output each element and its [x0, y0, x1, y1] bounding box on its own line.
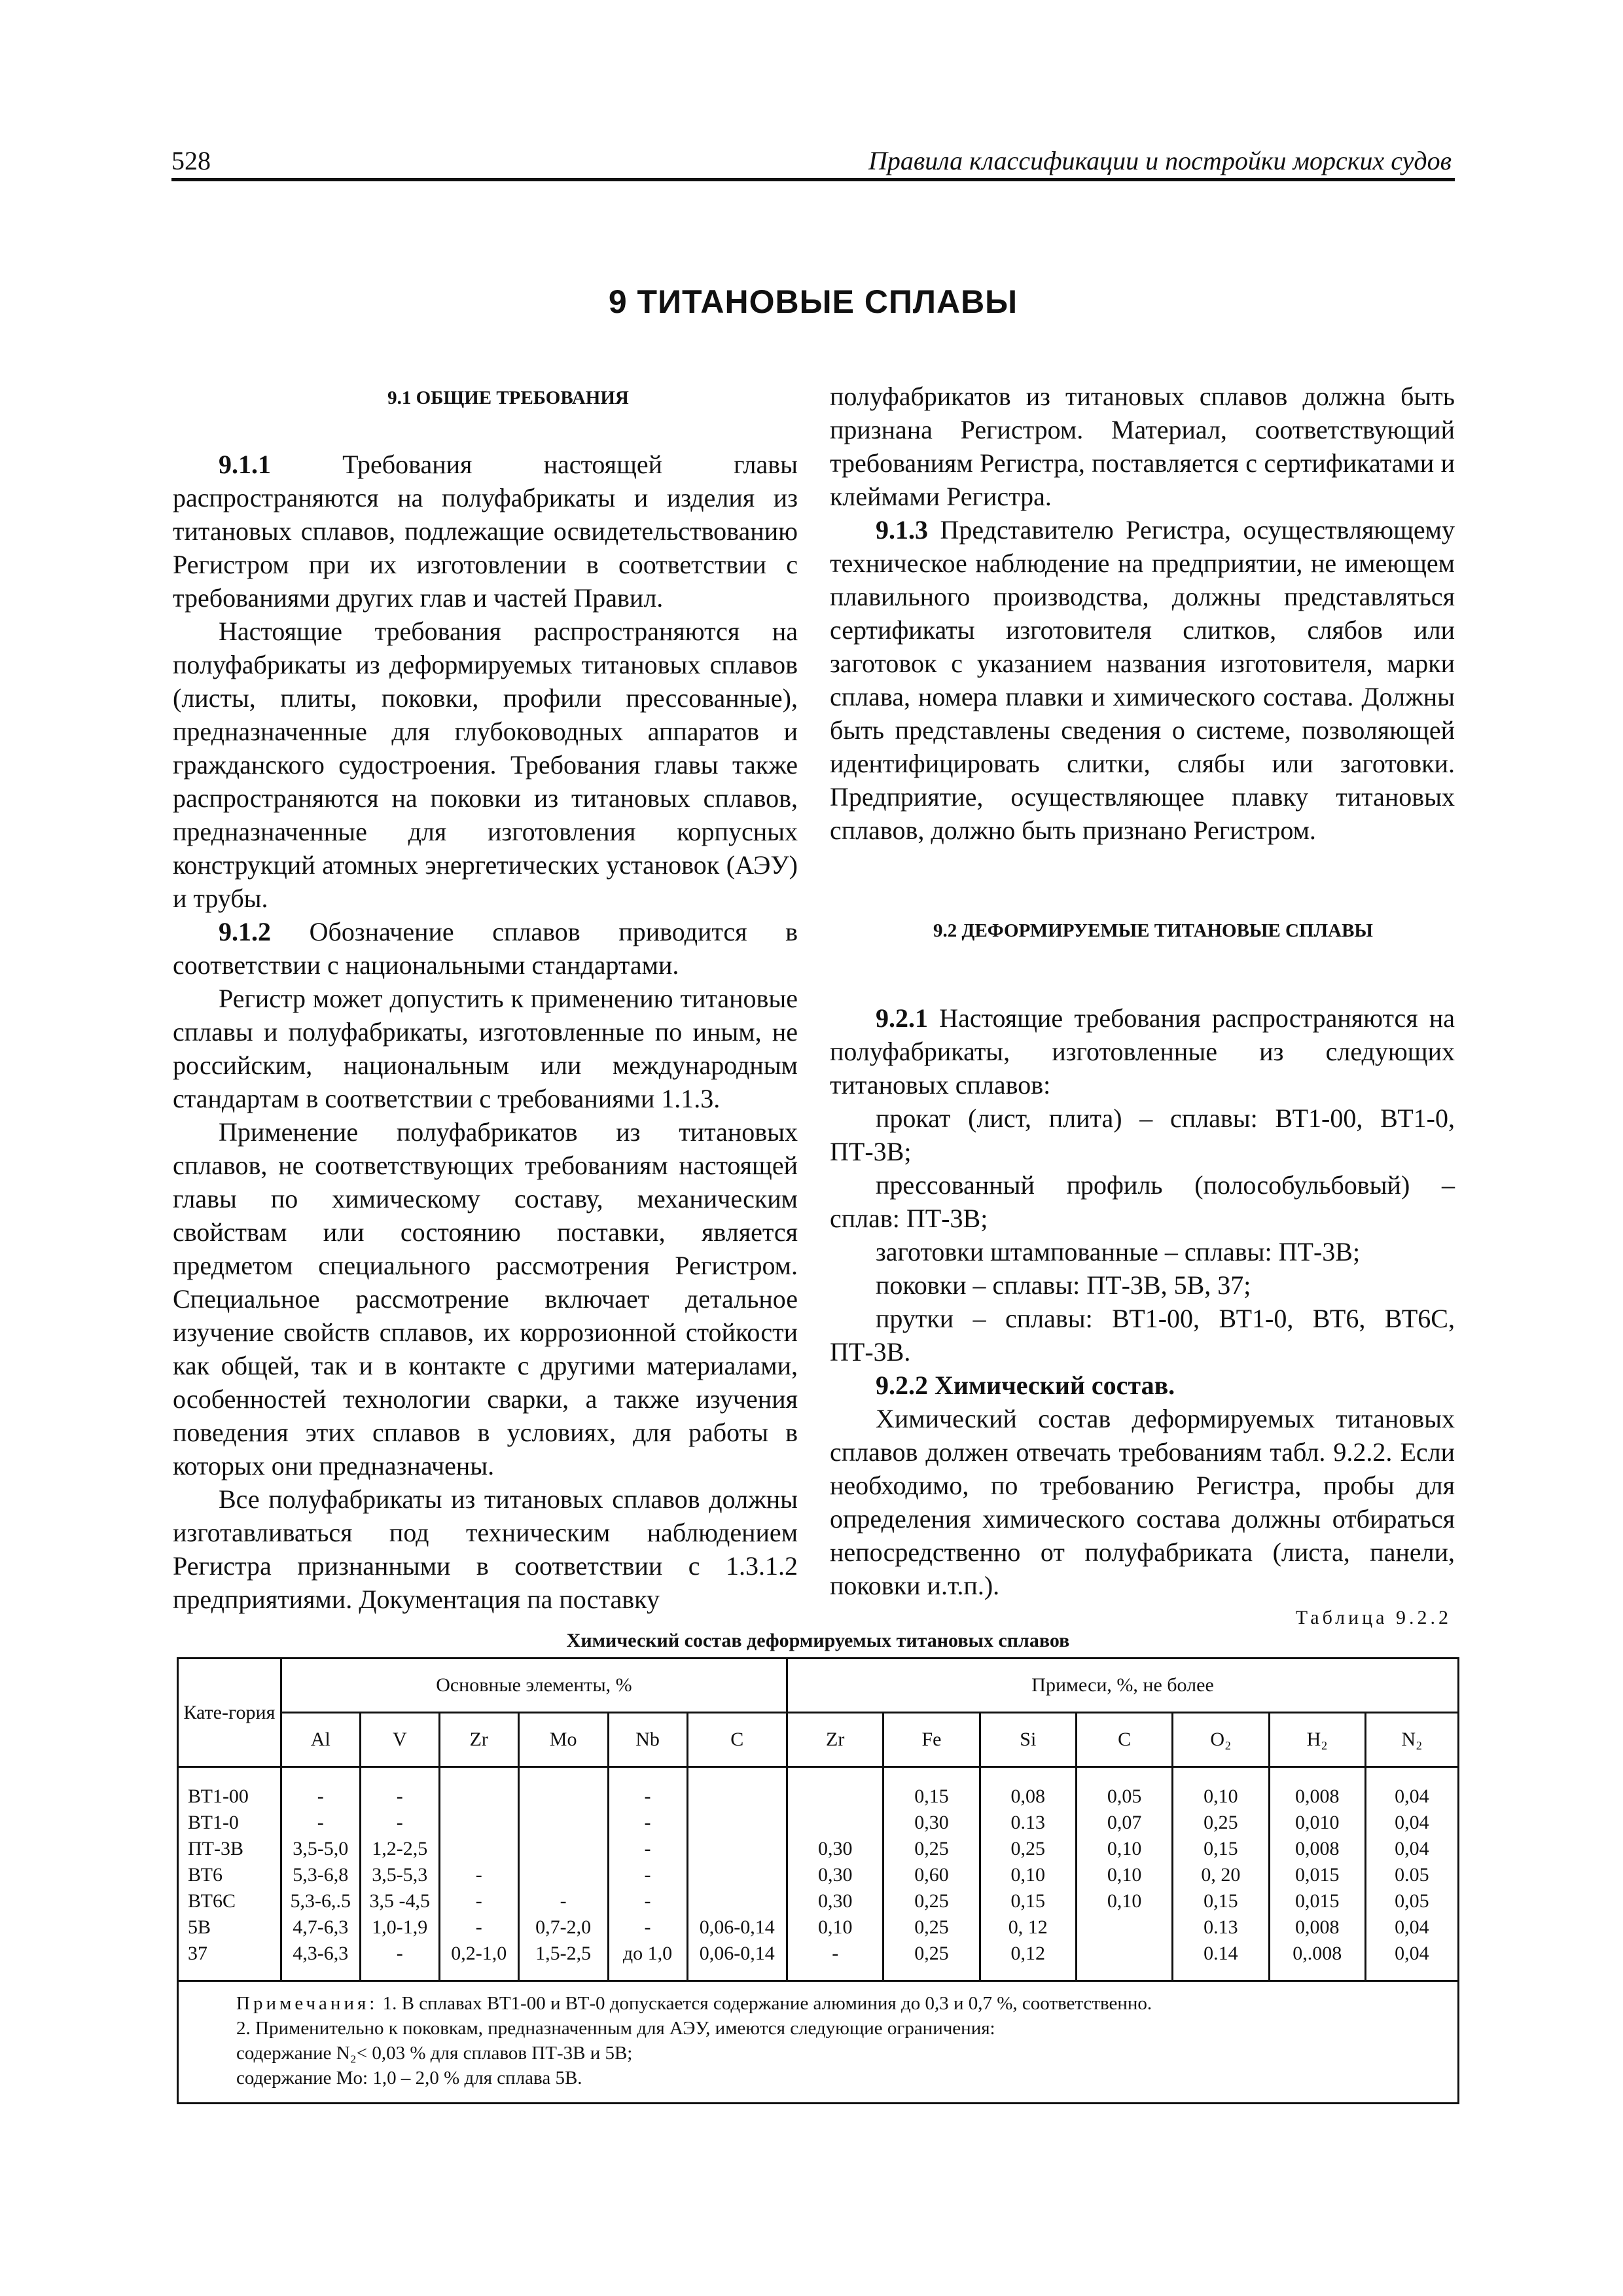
table-cell: 1,0-1,9	[360, 1914, 439, 1941]
table-cell: 0,04	[1365, 1836, 1458, 1862]
table-label: Таблица 9.2.2	[1295, 1607, 1452, 1628]
table-cell: -	[439, 1914, 518, 1941]
clause-number: 9.1.1	[219, 450, 271, 479]
table-cell	[439, 1810, 518, 1836]
impurity-col-header: Zr	[787, 1713, 883, 1767]
table-cell	[518, 1767, 608, 1810]
note-3: содержание N₂< 0,03 % для сплавов ПТ-3В и 5В;	[236, 2043, 633, 2064]
column-subheaders	[178, 1713, 1459, 1767]
impurities-header: Примеси, %, не более	[787, 1659, 1459, 1713]
note-4: содержание Mo: 1,0 – 2,0 % для сплава 5В.	[236, 2068, 582, 2089]
paragraph-9-2-1	[830, 1001, 1455, 1102]
main-col-header: Zr	[439, 1713, 518, 1767]
table-cell: 0.13	[980, 1810, 1076, 1836]
paragraph-9-1-3	[830, 513, 1455, 847]
clause-number: 9.1.3	[876, 515, 928, 545]
table-cell: -	[360, 1810, 439, 1836]
table-cell	[687, 1810, 787, 1836]
note-1: Примечания: 1. В сплавах ВТ1-00 и ВТ-0 допускается содержание алюминия до 0,3 и 0,7 %, соответственно.	[236, 1993, 1152, 2014]
list-item: прутки – сплавы: ВТ1-00, ВТ1-0, ВТ6, ВТ6С, ПТ-3В.	[830, 1304, 1455, 1367]
table-cell: 0,30	[787, 1888, 883, 1914]
table-cell	[518, 1862, 608, 1888]
table-cell: -	[787, 1941, 883, 1981]
table-cell: 1,2-2,5	[360, 1836, 439, 1862]
section-heading-9-1: 9.1 ОБЩИЕ ТРЕБОВАНИЯ	[387, 387, 629, 408]
table-cell: 0.14	[1173, 1941, 1269, 1981]
table-cell: 0,25	[1173, 1810, 1269, 1836]
table-cell: 0,15	[1173, 1836, 1269, 1862]
table-cell: 0,15	[883, 1767, 980, 1810]
row-category: 5В	[178, 1914, 281, 1941]
table-cell: 0,04	[1365, 1914, 1458, 1941]
table-cell: 0,10	[980, 1862, 1076, 1888]
table-row	[178, 1836, 1459, 1862]
row-category: ВТ1-00	[178, 1767, 281, 1810]
table-cell: -	[608, 1888, 687, 1914]
paragraph-9-1-2	[173, 915, 798, 982]
paragraph-text: Настоящие требования распространяются на полуфабрикаты, изготовленные из следующих титановых сплавов:	[830, 1003, 1455, 1100]
impurity-col-header: Si	[980, 1713, 1076, 1767]
table-cell: -	[439, 1862, 518, 1888]
table-cell: 3,5 -4,5	[360, 1888, 439, 1914]
running-title: Правила классификации и постройки морских судов	[868, 146, 1452, 175]
table-cell: 1,5-2,5	[518, 1941, 608, 1981]
table-cell: 0,30	[787, 1862, 883, 1888]
row-category: ПТ-3В	[178, 1836, 281, 1862]
table-cell: 0,008	[1269, 1836, 1365, 1862]
impurity-col-header: C	[1076, 1713, 1172, 1767]
table-cell: 0,7-2,0	[518, 1914, 608, 1941]
main-elements-header: Основные элементы, %	[281, 1659, 787, 1713]
paragraph: Химический состав деформируемых титановых сплавов должен отвечать требованиям табл. 9.2.2. Если необходимо, по требованию Регистра, пробы для определения химического состава должны отбираться непосредственно от полуфабриката (листа, панели, поковки и.т.п.).	[830, 1404, 1455, 1600]
table-cell: -	[281, 1810, 360, 1836]
table-cell: -	[608, 1810, 687, 1836]
clause-number: 9.2.1	[876, 1003, 928, 1033]
table-row	[178, 1888, 1459, 1914]
impurity-col-header: N₂	[1365, 1713, 1458, 1767]
table-cell: 0,015	[1269, 1862, 1365, 1888]
notes-label: Примечания:	[236, 1993, 378, 2014]
table-cell: 0,25	[883, 1914, 980, 1941]
table-cell: 0,06-0,14	[687, 1914, 787, 1941]
table-cell: -	[608, 1836, 687, 1862]
table-cell	[1076, 1941, 1172, 1981]
table-cell	[1076, 1914, 1172, 1941]
table-cell	[687, 1862, 787, 1888]
list-item: поковки – сплавы: ПТ-3В, 5В, 37;	[876, 1270, 1251, 1300]
table-cell: 4,3-6,3	[281, 1941, 360, 1981]
paragraph-text: Обозначение сплавов приводится в соответствии с национальными стандартами.	[173, 917, 798, 980]
table-row	[178, 1941, 1459, 1981]
table-cell: 5,3-6,.5	[281, 1888, 360, 1914]
composition-table	[177, 1657, 1459, 2104]
table-cell: 0,010	[1269, 1810, 1365, 1836]
main-col-header: Nb	[608, 1713, 687, 1767]
paragraph: Все полуфабрикаты из титановых сплавов должны изготавливаться под техническим наблюдением Регистра признанными в соответствии с 1.3.1.2 предприятиями. Документация па поставку	[173, 1484, 798, 1614]
table-cell	[787, 1767, 883, 1810]
paragraph: Регистр может допустить к применению титановые сплавы и полуфабрикаты, изготовленные по иным, не российским, национальным или международным стандартам в соответствии с требованиями 1.1.3.	[173, 984, 798, 1113]
table-cell: 0,25	[883, 1941, 980, 1981]
table-cell: 0,008	[1269, 1767, 1365, 1810]
table-cell: 5,3-6,8	[281, 1862, 360, 1888]
table-cell: 0,04	[1365, 1810, 1458, 1836]
table-cell: -	[608, 1914, 687, 1941]
table-row	[178, 1862, 1459, 1888]
table-cell	[687, 1767, 787, 1810]
table-cell	[518, 1810, 608, 1836]
header-rule	[171, 178, 1455, 181]
table-cell: 3,5-5,3	[360, 1862, 439, 1888]
paragraph-text: Требования настоящей главы распространяются на полуфабрикаты и изделия из титановых сплавов, подлежащие освидетельствованию Регистром при их изготовлении в соответствии с требованиями других глав и частей Правил.	[173, 450, 798, 613]
list-item: заготовки штампованные – сплавы: ПТ-3В;	[876, 1237, 1361, 1266]
paragraph: полуфабрикатов из титановых сплавов должна быть признана Регистром. Материал, соответствующий требованиям Регистра, поставляется с сертификатами и клеймами Регистра.	[830, 382, 1455, 511]
table-body	[178, 1767, 1459, 1981]
table-row	[178, 1914, 1459, 1941]
table-cell: 0,04	[1365, 1941, 1458, 1981]
table-cell: -	[608, 1767, 687, 1810]
table-cell: 0,05	[1076, 1767, 1172, 1810]
table-cell: 0,15	[980, 1888, 1076, 1914]
table-cell: 0,10	[1076, 1836, 1172, 1862]
table-caption: Химический состав деформируемых титановых сплавов	[566, 1630, 1070, 1651]
table-cell: 0,07	[1076, 1810, 1172, 1836]
table-cell: 4,7-6,3	[281, 1914, 360, 1941]
main-col-header: V	[360, 1713, 439, 1767]
table-notes	[178, 1981, 1459, 2104]
table-cell: 0, 20	[1173, 1862, 1269, 1888]
section-heading-9-2: 9.2 ДЕФОРМИРУЕМЫЕ ТИТАНОВЫЕ СПЛАВЫ	[933, 920, 1373, 941]
table-cell: 0,25	[980, 1836, 1076, 1862]
chapter-title: 9 ТИТАНОВЫЕ СПЛАВЫ	[608, 283, 1018, 320]
table-cell: 0,015	[1269, 1888, 1365, 1914]
table-cell: 0,05	[1365, 1888, 1458, 1914]
table-cell: 0,008	[1269, 1914, 1365, 1941]
table-cell	[787, 1810, 883, 1836]
table-cell	[687, 1888, 787, 1914]
table-cell: 0,04	[1365, 1767, 1458, 1810]
list-item: прессованный профиль (полособульбовый) – сплав: ПТ-3В;	[830, 1170, 1455, 1233]
table-cell: -	[281, 1767, 360, 1810]
table-cell: 0.05	[1365, 1862, 1458, 1888]
table-cell: до 1,0	[608, 1941, 687, 1981]
table-cell	[439, 1767, 518, 1810]
table-cell: 0.13	[1173, 1914, 1269, 1941]
paragraph: Настоящие требования распространяются на полуфабрикаты из деформируемых титановых сплавов (листы, плиты, поковки, профили прессованные), предназначенные для глубоководных аппаратов и гражданского судостроения. Требования главы также распространяются на поковки из титановых сплавов, предназначенные для изготовления корпусных конструкций атомных энергетических установок (АЭУ) и трубы.	[173, 617, 798, 913]
table-cell: -	[439, 1888, 518, 1914]
table-cell: 0,.008	[1269, 1941, 1365, 1981]
row-category: 37	[178, 1941, 281, 1981]
table-cell: 0,25	[883, 1888, 980, 1914]
paragraph: Применение полуфабрикатов из титановых сплавов, не соответствующих требованиям настоящей главы по химическому составу, механическим свойствам или состоянию поставки, является предметом специального рассмотрения Регистром. Специальное рассмотрение включает детальное изучение свойств сплавов, их коррозионной стойкости как общей, так и в контакте с другими материалами, особенностей технологии сварки, а также изучения поведения этих сплавов в условиях, для работы в которых они предназначены.	[173, 1117, 798, 1480]
list-item: прокат (лист, плита) – сплавы: ВТ1-00, ВТ1-0, ПТ-3В;	[830, 1103, 1455, 1166]
main-col-header: Mo	[518, 1713, 608, 1767]
table-cell	[439, 1836, 518, 1862]
table-cell: 0,30	[787, 1836, 883, 1862]
impurity-col-header: H₂	[1269, 1713, 1365, 1767]
impurity-col-header: Fe	[883, 1713, 980, 1767]
table-cell	[687, 1836, 787, 1862]
row-category: ВТ6	[178, 1862, 281, 1888]
row-category: ВТ6С	[178, 1888, 281, 1914]
table-cell: 0,60	[883, 1862, 980, 1888]
table-cell: -	[608, 1862, 687, 1888]
paragraph-9-1-1	[173, 448, 798, 615]
table-cell	[518, 1836, 608, 1862]
note-2: 2. Применительно к поковкам, предназначенным для АЭУ, имеются следующие ограничения:	[236, 2018, 995, 2039]
table-cell: 0, 12	[980, 1914, 1076, 1941]
table-cell: 0,08	[980, 1767, 1076, 1810]
table-cell: 0,15	[1173, 1888, 1269, 1914]
page-number: 528	[171, 146, 211, 175]
main-col-header: Al	[281, 1713, 360, 1767]
table-cell: 0,10	[1173, 1767, 1269, 1810]
table-cell: -	[360, 1767, 439, 1810]
table-cell: 3,5-5,0	[281, 1836, 360, 1862]
table-row	[178, 1810, 1459, 1836]
right-column	[830, 380, 1455, 1602]
table-cell: 0,12	[980, 1941, 1076, 1981]
table-cell: 0,25	[883, 1836, 980, 1862]
subsection-heading-9-2-2: 9.2.2 Химический состав.	[876, 1371, 1175, 1400]
row-category: ВТ1-0	[178, 1810, 281, 1836]
table-cell: 0,10	[787, 1914, 883, 1941]
table-cell: 0,10	[1076, 1862, 1172, 1888]
paragraph-text: Представителю Регистра, осуществляющему техническое наблюдение на предприятии, не имеющем плавильного производства, должны представляться сертификаты изготовителя слитков, слябов или заготовок с указанием названия изготовителя, марки сплава, номера плавки и химического состава. Должны быть представлены сведения о системе, позволяющей идентифицировать слитки, слябы или заготовки. Предприятие, осуществляющее плавку титановых сплавов, должно быть признано Регистром.	[830, 515, 1455, 845]
table-cell: 0,10	[1076, 1888, 1172, 1914]
table-cell: -	[360, 1941, 439, 1981]
impurity-col-header: O₂	[1173, 1713, 1269, 1767]
clause-number: 9.1.2	[219, 917, 271, 946]
left-column	[173, 380, 798, 1616]
main-col-header: C	[687, 1713, 787, 1767]
table-cell: 0,06-0,14	[687, 1941, 787, 1981]
table-cell: -	[518, 1888, 608, 1914]
table-cell: 0,30	[883, 1810, 980, 1836]
category-header: Кате-гория	[178, 1659, 281, 1767]
table-row	[178, 1767, 1459, 1810]
table-cell: 0,2-1,0	[439, 1941, 518, 1981]
